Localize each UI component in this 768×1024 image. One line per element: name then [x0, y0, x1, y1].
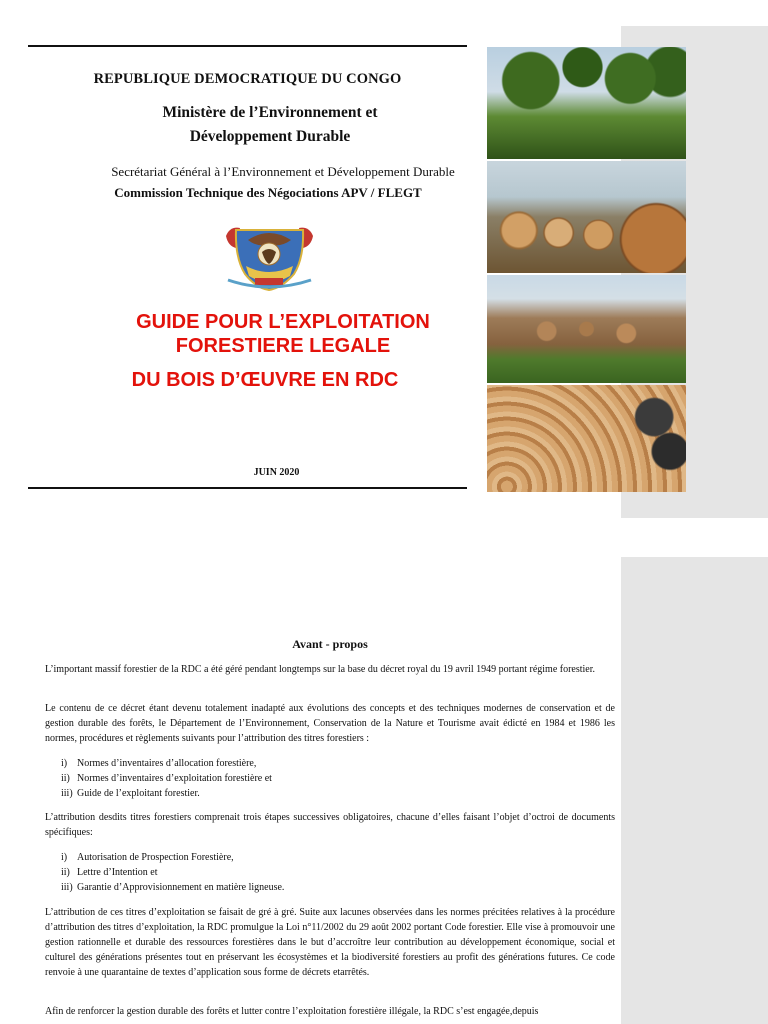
list-standards [61, 756, 272, 801]
list-item: ii) Lettre d’Intention et [61, 867, 158, 878]
forest-photo [487, 47, 686, 159]
timber-veneer-photo [487, 385, 686, 492]
publication-date: JUIN 2020 [253, 467, 300, 478]
country-heading: REPUBLIQUE DEMOCRATIQUE DU CONGO [93, 71, 402, 87]
top-rule [28, 45, 467, 47]
guide-title-line-2: FORESTIERE LEGALE [175, 335, 391, 357]
log-yard-photo [487, 275, 686, 383]
ministry-line-1: Ministère de l’Environnement et [162, 104, 378, 121]
log-pile-photo [487, 161, 686, 273]
guide-title-line-1: GUIDE POUR L’EXPLOITATION [136, 311, 430, 333]
ministry-heading [130, 101, 410, 149]
list-item: i) Normes d’inventaires d’allocation forestière, [61, 758, 257, 769]
section-heading: Avant - propos [292, 637, 368, 651]
paragraph-3: L’attribution desdits titres forestiers comprenait trois étapes successives obligatoires, chacune d’elles faisant l’objet d’octroi de documents spécifiques: [45, 812, 615, 838]
list-item: iii) Guide de l’exploitant forestier. [61, 788, 200, 799]
coat-of-arms-emblem [218, 218, 321, 297]
paragraph-1: L’important massif forestier de la RDC a été géré pendant longtemps sur la base du décret royal du 19 avril 1949 portant régime forestier. [45, 664, 596, 675]
list-stages [61, 850, 284, 895]
list-item: iii) Garantie d’Approvisionnement en matière ligneuse. [61, 882, 285, 893]
list-item: ii) Normes d’inventaires d’exploitation forestière et [61, 773, 272, 784]
secretariat-line: Secrétariat Général à l’Environnement et Développement Durable [111, 164, 455, 179]
commission-line: Commission Technique des Négociations APV / FLEGT [114, 185, 422, 200]
list-item: i) Autorisation de Prospection Forestière, [61, 852, 234, 863]
paragraph-4: L’attribution de ces titres d’exploitation se faisait de gré à gré. Suite aux lacunes observées dans les normes précitées relatives à la procédure d’attribution des titres d’exploitation, la RDC promulgue la Loi n°11/2002 du 29 août 2002 portant Code forestier. Elle vise à promouvoir une gestion rationnelle et durable des ressources forestières dans le but d’accroître leur contribution au développement économique, social et culturel des générations présentes tout en préservant les écosystèmes et la biodiversité forestiers au profit des générations futures. Ce code renvoie à une quarantaine de textes d’application sous forme de décrets etarrêtés. [45, 907, 615, 978]
bottom-rule [28, 487, 467, 489]
paragraph-2: Le contenu de ce décret étant devenu totalement inadapté aux évolutions des concepts et des techniques modernes de conservation et de gestion durable des forêts, le Département de l’Environnement, Conservation de la Nature et Tourisme avait édicté en 1984 et 1986 les normes, procédures et règlements suivants pour l’attribution des titres forestiers : [45, 703, 615, 744]
paragraph-5: Afin de renforcer la gestion durable des forêts et lutter contre l’exploitation forestière illégale, la RDC s’est engagée,depuis [45, 1006, 539, 1017]
ministry-line-2: Développement Durable [189, 128, 351, 145]
guide-title-line-3: DU BOIS D’ŒUVRE EN RDC [131, 369, 399, 391]
